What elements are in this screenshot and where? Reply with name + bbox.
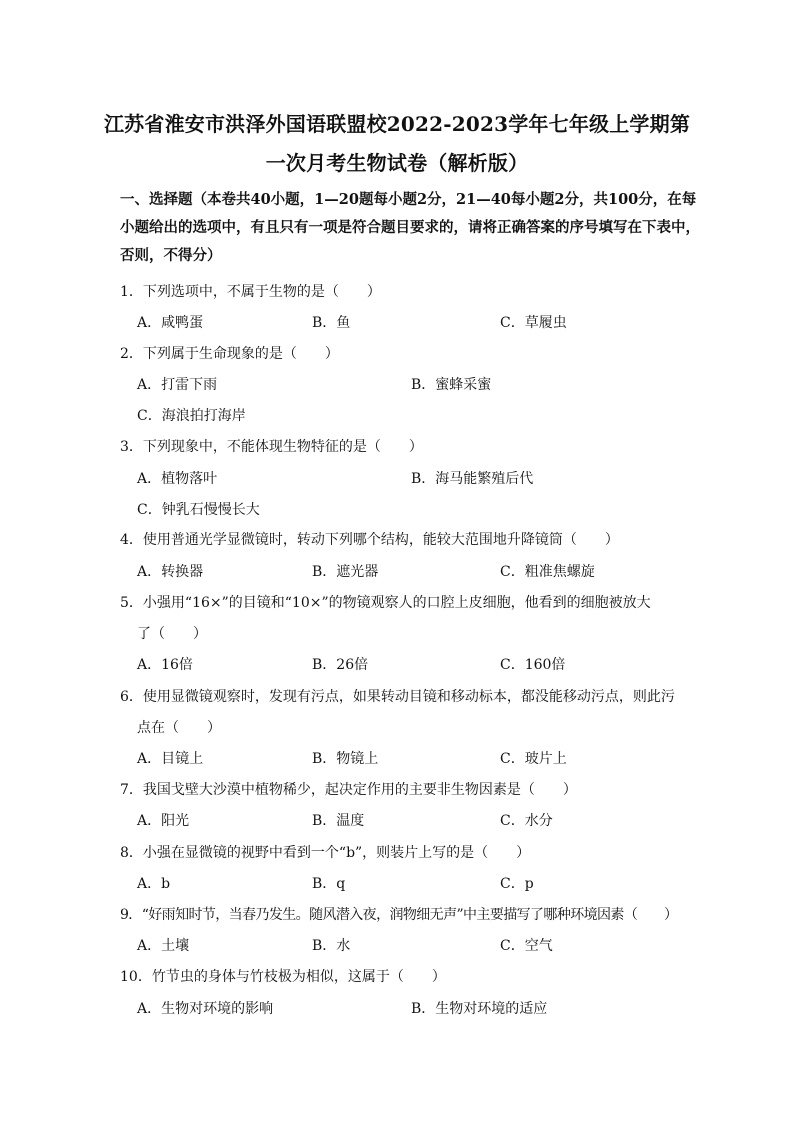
question-5-stem: 5．小强用“16×”的目镜和“10×”的物镜观察人的口腔上皮细胞，他看到的细胞被放大: [120, 595, 651, 611]
question-5-option-c: C．160倍: [500, 657, 566, 673]
exam-title-line-2: 一次月考生物试卷（解析版）: [265, 151, 529, 175]
question-2-option-b: B．蜜蜂采蜜: [411, 377, 492, 393]
question-5-option-a: A．16倍: [137, 657, 193, 673]
section-instructions-line-1: 一、选择题（本卷共40小题，1—20题每小题2分，21—40每小题2分，共100分，在每: [120, 191, 697, 208]
section-instructions-line-3: 否则，不得分）: [120, 247, 222, 264]
question-6-stem: 6．使用显微镜观察时，发现有污点，如果转动目镜和移动标本，都没能移动污点，则此污: [120, 689, 675, 705]
question-1-stem: 1．下列选项中，不属于生物的是（ ）: [120, 284, 381, 300]
question-9-option-c: C．空气: [500, 938, 553, 954]
question-5-option-b: B．26倍: [312, 657, 369, 673]
question-3-option-b: B．海马能繁殖后代: [411, 471, 534, 487]
question-8-stem: 8．小强在显微镜的视野中看到一个“b”，则装片上写的是（ ）: [120, 845, 531, 861]
question-2-option-a: A．打雷下雨: [137, 377, 218, 393]
question-4-option-c: C．粗准焦螺旋: [500, 564, 595, 580]
question-9-stem: 9．“好雨知时节，当春乃发生。随风潜入夜，润物细无声”中主要描写了哪种环境因素（ ）: [120, 907, 678, 923]
question-10-stem: 10．竹节虫的身体与竹枝极为相似，这属于（ ）: [120, 969, 446, 985]
exam-title-line-1: 江苏省淮安市洪泽外国语联盟校2022-2023学年七年级上学期第: [103, 112, 691, 136]
question-8-option-a: A．b: [137, 876, 171, 892]
question-9-option-a: A．土壤: [137, 938, 190, 954]
question-3-stem: 3．下列现象中，不能体现生物特征的是（ ）: [120, 439, 423, 455]
question-8-option-c: C．p: [500, 876, 534, 892]
question-1-option-a: A．咸鸭蛋: [137, 315, 204, 331]
question-4-stem: 4．使用普通光学显微镜时，转动下列哪个结构，能较大范围地升降镜筒（ ）: [120, 532, 619, 548]
section-instructions: [120, 186, 700, 270]
question-9-option-b: B．水: [312, 938, 351, 954]
question-3-option-a: A．植物落叶: [137, 471, 218, 487]
question-6-stem-continued: 点在（ ）: [137, 720, 221, 736]
question-6-option-c: C．玻片上: [500, 751, 567, 767]
question-1-option-b: B．鱼: [312, 315, 351, 331]
question-5-stem-continued: 了（ ）: [137, 626, 207, 642]
question-6-option-a: A．目镜上: [137, 751, 204, 767]
question-7-option-b: B．温度: [312, 813, 365, 829]
question-10-option-b: B．生物对环境的适应: [411, 1001, 548, 1017]
question-3-option-c: C．钟乳石慢慢长大: [137, 502, 260, 518]
question-7-stem: 7．我国戈壁大沙漠中植物稀少，起决定作用的主要非生物因素是（ ）: [120, 782, 577, 798]
question-2-option-c: C．海浪拍打海岸: [137, 408, 246, 424]
question-1-option-c: C．草履虫: [500, 315, 567, 331]
question-7-option-a: A．阳光: [137, 813, 190, 829]
question-10-option-a: A．生物对环境的影响: [137, 1001, 274, 1017]
question-6-option-b: B．物镜上: [312, 751, 379, 767]
question-7-option-c: C．水分: [500, 813, 553, 829]
question-4-option-b: B．遮光器: [312, 564, 379, 580]
section-instructions-line-2: 小题给出的选项中，有且只有一项是符合题目要求的，请将正确答案的序号填写在下表中，: [120, 219, 700, 236]
question-4-option-a: A．转换器: [137, 564, 204, 580]
question-8-option-b: B．q: [312, 876, 346, 892]
question-2-stem: 2．下列属于生命现象的是（ ）: [120, 346, 339, 362]
